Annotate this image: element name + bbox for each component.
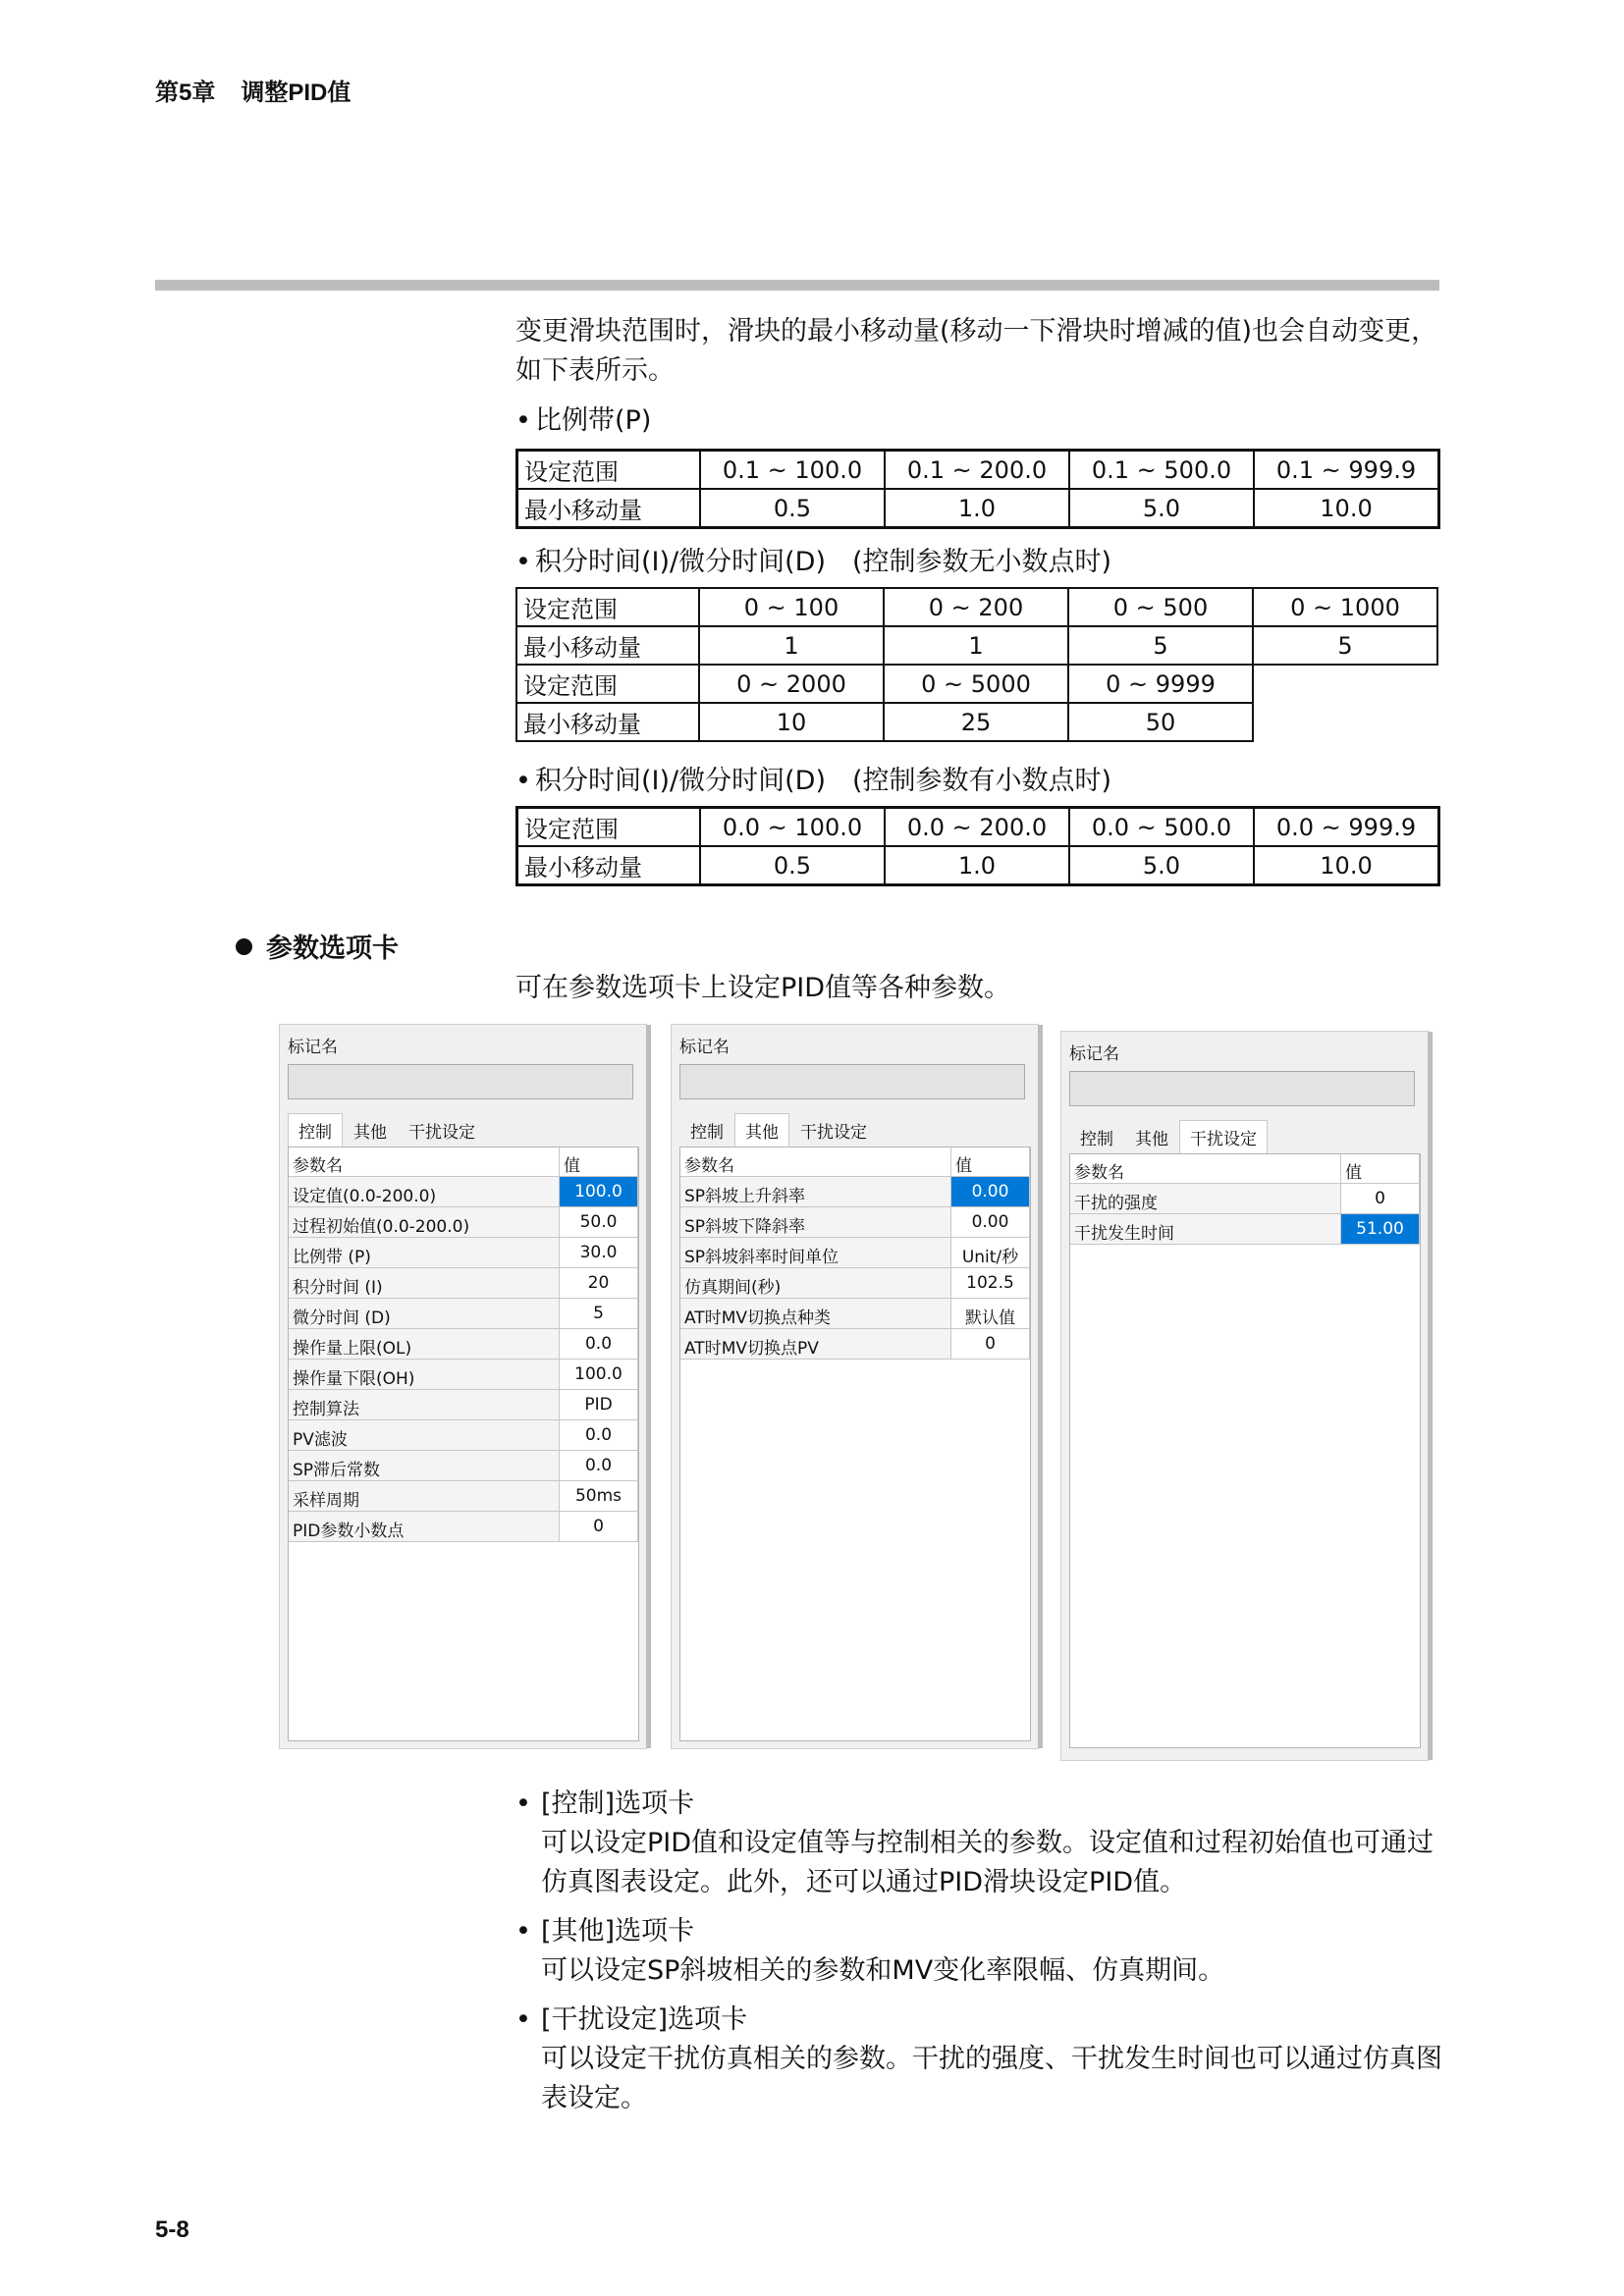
table-cell: 0.0 ~ 200.0 bbox=[885, 808, 1069, 847]
table-cell: 10.0 bbox=[1254, 846, 1439, 885]
param-name: 过程初始值(0.0-200.0) bbox=[289, 1207, 560, 1238]
param-name: 采样周期 bbox=[289, 1481, 560, 1512]
panel-shadow bbox=[646, 1025, 651, 1748]
param-name: SP斜坡斜率时间单位 bbox=[680, 1238, 951, 1268]
chapter-title: 调整PID值 bbox=[241, 80, 352, 106]
panel-disturbance bbox=[1060, 1031, 1429, 1761]
tab-other[interactable]: 其他 bbox=[1135, 1130, 1168, 1149]
table-row[interactable] bbox=[289, 1360, 638, 1390]
tab-bar bbox=[288, 1113, 486, 1143]
table-row bbox=[517, 846, 1439, 885]
param-value[interactable]: 100.0 bbox=[560, 1177, 638, 1207]
tag-name-input[interactable] bbox=[288, 1064, 633, 1099]
description-title: • [干扰设定]选项卡 bbox=[515, 2004, 748, 2035]
panel-shadow bbox=[1428, 1032, 1433, 1760]
section-title-text: 参数选项卡 bbox=[266, 934, 399, 964]
tag-name-input[interactable] bbox=[1069, 1071, 1415, 1106]
param-name: 操作量下限(OH) bbox=[289, 1360, 560, 1390]
description-text: 可以设定干扰仿真相关的参数。干扰的强度、干扰发生时间也可以通过仿真图表设定。 bbox=[541, 2044, 1442, 2113]
table-row[interactable] bbox=[289, 1481, 638, 1512]
description-title-text: [干扰设定]选项卡 bbox=[541, 2004, 748, 2035]
table-row[interactable] bbox=[680, 1238, 1030, 1268]
table-cell: 0 ~ 2000 bbox=[699, 665, 884, 703]
tab-disturbance[interactable]: 干扰设定 bbox=[800, 1123, 867, 1143]
description-title: • [控制]选项卡 bbox=[515, 1789, 695, 1819]
table-cell: 5.0 bbox=[1069, 489, 1254, 528]
table-row[interactable] bbox=[289, 1177, 638, 1207]
grid-header bbox=[1070, 1154, 1420, 1184]
table-row bbox=[516, 626, 1437, 665]
chapter-header bbox=[155, 73, 376, 107]
table-cell: 0.5 bbox=[700, 846, 885, 885]
param-value[interactable]: 0 bbox=[951, 1329, 1030, 1360]
description-text: 可以设定PID值和设定值等与控制相关的参数。设定值和过程初始值也可通过仿真图表设定。此外，还可以通过PID滑块设定PID值。 bbox=[541, 1828, 1435, 1897]
tab-control[interactable]: 控制 bbox=[1080, 1130, 1113, 1149]
table-cell: 最小移动量 bbox=[517, 846, 701, 885]
section-description: 可在参数选项卡上设定PID值等各种参数。 bbox=[515, 973, 1011, 1003]
description-text: 可以设定SP斜坡相关的参数和MV变化率限幅、仿真期间。 bbox=[541, 1955, 1225, 1986]
param-value[interactable]: 51.00 bbox=[1341, 1214, 1420, 1245]
param-name: 干扰的强度 bbox=[1070, 1184, 1341, 1214]
table-cell: 5.0 bbox=[1069, 846, 1254, 885]
table-row[interactable] bbox=[1070, 1184, 1420, 1214]
table-id-int bbox=[515, 587, 1438, 742]
table-cell: 10 bbox=[699, 703, 884, 741]
table-cell: 0 ~ 9999 bbox=[1068, 665, 1253, 703]
param-value[interactable]: 30.0 bbox=[560, 1238, 638, 1268]
table-cell: 最小移动量 bbox=[516, 703, 699, 741]
tab-bar bbox=[1069, 1120, 1268, 1149]
table-cell: 10.0 bbox=[1254, 489, 1439, 528]
column-header-name: 参数名 bbox=[289, 1148, 560, 1177]
table-row[interactable] bbox=[289, 1512, 638, 1542]
table-row[interactable] bbox=[680, 1207, 1030, 1238]
table-cell: 0.0 ~ 500.0 bbox=[1069, 808, 1254, 847]
param-value[interactable]: 50.0 bbox=[560, 1207, 638, 1238]
table-cell: 1.0 bbox=[885, 846, 1069, 885]
table-p-title: 比例带(P) bbox=[535, 405, 652, 436]
param-value[interactable]: Unit/秒 bbox=[951, 1238, 1030, 1268]
param-name: 比例带 (P) bbox=[289, 1238, 560, 1268]
column-header-value: 值 bbox=[560, 1148, 638, 1177]
param-value[interactable]: 0.0 bbox=[560, 1420, 638, 1451]
description-title-text: [其他]选项卡 bbox=[541, 1916, 695, 1947]
table-row[interactable] bbox=[680, 1177, 1030, 1207]
table-cell: 设定范围 bbox=[516, 665, 699, 703]
tab-control[interactable]: 控制 bbox=[288, 1113, 343, 1147]
grid-header bbox=[680, 1148, 1030, 1177]
description-title-text: [控制]选项卡 bbox=[541, 1789, 695, 1819]
column-header-value: 值 bbox=[1341, 1154, 1420, 1184]
table-cell: 设定范围 bbox=[516, 588, 699, 626]
table-id-dec-title: 积分时间(I)/微分时间(D) (控制参数有小数点时) bbox=[535, 766, 1112, 796]
panel-shadow bbox=[1038, 1025, 1043, 1748]
param-name: SP斜坡下降斜率 bbox=[680, 1207, 951, 1238]
table-id-int-heading: • 积分时间(I)/微分时间(D) (控制参数无小数点时) bbox=[515, 547, 1112, 577]
param-name: 设定值(0.0-200.0) bbox=[289, 1177, 560, 1207]
table-row bbox=[517, 451, 1439, 490]
tag-name-label: 标记名 bbox=[679, 1038, 730, 1057]
description-disturbance bbox=[515, 2001, 1458, 2118]
param-name: AT时MV切换点PV bbox=[680, 1329, 951, 1360]
table-cell: 0 ~ 5000 bbox=[884, 665, 1068, 703]
table-id-dec-heading: • 积分时间(I)/微分时间(D) (控制参数有小数点时) bbox=[515, 766, 1112, 796]
section-title bbox=[236, 927, 399, 965]
table-cell: 最小移动量 bbox=[516, 626, 699, 665]
param-name: 控制算法 bbox=[289, 1390, 560, 1420]
parameter-grid bbox=[288, 1147, 639, 1741]
column-header-value: 值 bbox=[951, 1148, 1030, 1177]
bullet-icon bbox=[236, 938, 252, 955]
table-row[interactable] bbox=[289, 1390, 638, 1420]
description-title: • [其他]选项卡 bbox=[515, 1916, 695, 1947]
column-header-name: 参数名 bbox=[680, 1148, 951, 1177]
table-row[interactable] bbox=[680, 1268, 1030, 1299]
param-name: 仿真期间(秒) bbox=[680, 1268, 951, 1299]
table-cell-empty bbox=[1253, 703, 1437, 741]
table-cell: 1 bbox=[699, 626, 884, 665]
panel-other bbox=[671, 1024, 1039, 1749]
param-value[interactable]: PID bbox=[560, 1390, 638, 1420]
table-p bbox=[515, 449, 1440, 529]
table-row[interactable] bbox=[289, 1299, 638, 1329]
param-name: 操作量上限(OL) bbox=[289, 1329, 560, 1360]
param-name: PID参数小数点 bbox=[289, 1512, 560, 1542]
table-cell: 50 bbox=[1068, 703, 1253, 741]
param-name: PV滤波 bbox=[289, 1420, 560, 1451]
table-cell: 0 ~ 500 bbox=[1068, 588, 1253, 626]
table-cell: 0.1 ~ 999.9 bbox=[1254, 451, 1439, 490]
column-header-name: 参数名 bbox=[1070, 1154, 1341, 1184]
description-other bbox=[515, 1912, 1458, 1991]
param-value[interactable]: 0.0 bbox=[560, 1329, 638, 1360]
tab-other[interactable]: 其他 bbox=[353, 1123, 387, 1143]
table-cell: 25 bbox=[884, 703, 1068, 741]
parameter-grid bbox=[1069, 1153, 1421, 1748]
table-row bbox=[517, 489, 1439, 528]
param-name: SP滞后常数 bbox=[289, 1451, 560, 1481]
param-value[interactable]: 0.00 bbox=[951, 1207, 1030, 1238]
table-cell: 5 bbox=[1068, 626, 1253, 665]
table-cell: 5 bbox=[1253, 626, 1437, 665]
tab-bar bbox=[679, 1113, 878, 1143]
table-p-heading: • 比例带(P) bbox=[515, 405, 652, 436]
panel-control bbox=[279, 1024, 647, 1749]
table-id-dec bbox=[515, 806, 1440, 886]
param-value[interactable]: 0 bbox=[1341, 1184, 1420, 1214]
table-cell: 0 ~ 1000 bbox=[1253, 588, 1437, 626]
table-cell: 1.0 bbox=[885, 489, 1069, 528]
tag-name-label: 标记名 bbox=[288, 1038, 338, 1057]
intro-paragraph: 变更滑块范围时，滑块的最小移动量(移动一下滑块时增减的值)也会自动变更，如下表所示。 bbox=[515, 316, 1438, 386]
grid-header bbox=[289, 1148, 638, 1177]
tab-other[interactable]: 其他 bbox=[734, 1113, 789, 1147]
table-cell: 0.1 ~ 200.0 bbox=[885, 451, 1069, 490]
param-value[interactable]: 100.0 bbox=[560, 1360, 638, 1390]
param-name: 干扰发生时间 bbox=[1070, 1214, 1341, 1245]
tag-name-input[interactable] bbox=[679, 1064, 1025, 1099]
table-row bbox=[517, 808, 1439, 847]
table-cell: 0.0 ~ 999.9 bbox=[1254, 808, 1439, 847]
description-control bbox=[515, 1785, 1458, 1902]
param-name: 微分时间 (D) bbox=[289, 1299, 560, 1329]
table-row[interactable] bbox=[680, 1329, 1030, 1360]
table-row[interactable] bbox=[289, 1420, 638, 1451]
table-row[interactable] bbox=[680, 1299, 1030, 1329]
param-value[interactable]: 20 bbox=[560, 1268, 638, 1299]
table-row[interactable] bbox=[289, 1207, 638, 1238]
parameter-grid bbox=[679, 1147, 1031, 1741]
table-cell: 0.5 bbox=[700, 489, 885, 528]
table-cell: 0.1 ~ 500.0 bbox=[1069, 451, 1254, 490]
table-row[interactable] bbox=[289, 1451, 638, 1481]
table-id-int-title: 积分时间(I)/微分时间(D) (控制参数无小数点时) bbox=[535, 547, 1112, 577]
table-cell: 设定范围 bbox=[517, 451, 701, 490]
param-value[interactable]: 默认值 bbox=[951, 1299, 1030, 1329]
header-rule bbox=[155, 280, 1439, 291]
tag-name-label: 标记名 bbox=[1069, 1044, 1119, 1064]
param-name: 积分时间 (I) bbox=[289, 1268, 560, 1299]
table-row bbox=[516, 588, 1437, 626]
tab-disturbance[interactable]: 干扰设定 bbox=[1179, 1120, 1268, 1153]
chapter-number: 第5章 bbox=[155, 80, 216, 106]
table-cell: 0 ~ 200 bbox=[884, 588, 1068, 626]
param-value[interactable]: 50ms bbox=[560, 1481, 638, 1512]
param-value[interactable]: 5 bbox=[560, 1299, 638, 1329]
table-row[interactable] bbox=[289, 1268, 638, 1299]
param-value[interactable]: 102.5 bbox=[951, 1268, 1030, 1299]
table-cell: 0 ~ 100 bbox=[699, 588, 884, 626]
table-cell-empty bbox=[1253, 665, 1437, 703]
param-value[interactable]: 0.0 bbox=[560, 1451, 638, 1481]
table-row[interactable] bbox=[289, 1238, 638, 1268]
table-cell: 最小移动量 bbox=[517, 489, 701, 528]
table-cell: 1 bbox=[884, 626, 1068, 665]
table-cell: 0.0 ~ 100.0 bbox=[700, 808, 885, 847]
tab-disturbance[interactable]: 干扰设定 bbox=[408, 1123, 475, 1143]
table-row bbox=[516, 665, 1437, 703]
tab-control[interactable]: 控制 bbox=[690, 1123, 724, 1143]
param-value[interactable]: 0 bbox=[560, 1512, 638, 1542]
param-value[interactable]: 0.00 bbox=[951, 1177, 1030, 1207]
param-name: AT时MV切换点种类 bbox=[680, 1299, 951, 1329]
table-cell: 0.1 ~ 100.0 bbox=[700, 451, 885, 490]
table-row[interactable] bbox=[289, 1329, 638, 1360]
table-row[interactable] bbox=[1070, 1214, 1420, 1245]
page-number: 5-8 bbox=[155, 2216, 189, 2243]
table-row bbox=[516, 703, 1437, 741]
table-cell: 设定范围 bbox=[517, 808, 701, 847]
param-name: SP斜坡上升斜率 bbox=[680, 1177, 951, 1207]
